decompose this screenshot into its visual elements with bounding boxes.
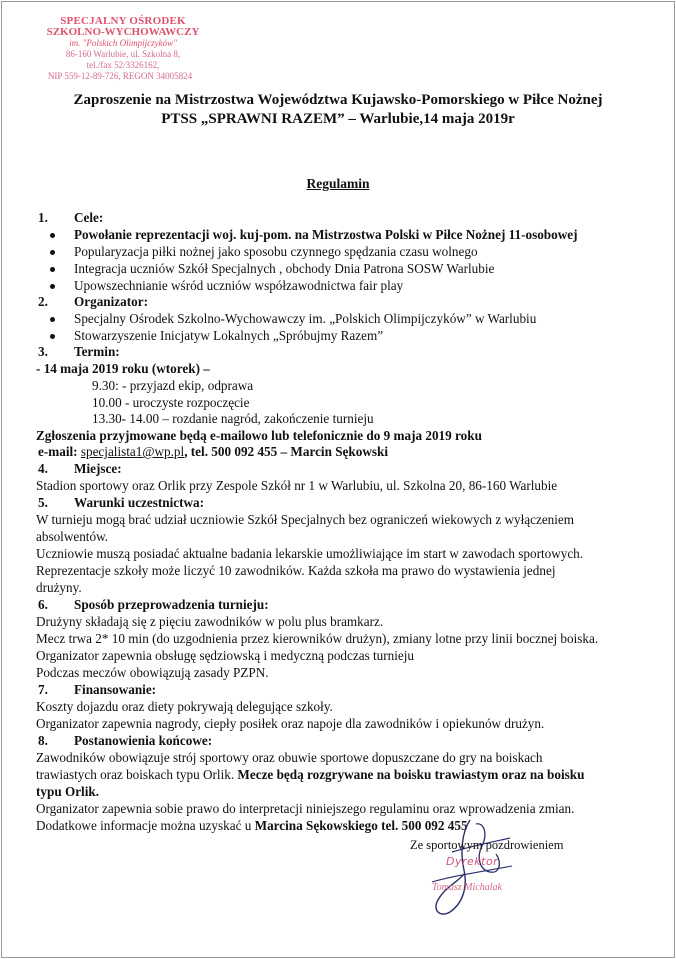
paragraph-line: Organizator zapewnia nagrody, ciepły posiłek oraz napoje dla zawodników i opiekunów drużyn. bbox=[36, 716, 545, 731]
school-stamp bbox=[28, 16, 218, 82]
bullet-item: Upowszechnianie wśród uczniów współzawodnictwa fair play bbox=[74, 278, 404, 293]
schedule-item: 9.30: - przyjazd ekip, odprawa bbox=[92, 378, 254, 393]
stamp-line: 86-160 Warlubie, ul. Szkolna 8, bbox=[65, 49, 181, 59]
section-heading: Organizator: bbox=[74, 294, 148, 309]
bullet-icon bbox=[50, 250, 55, 255]
section-heading: Sposób przeprowadzenia turnieju: bbox=[74, 597, 269, 612]
signature-greeting: Ze sportowym pozdrowieniem bbox=[410, 838, 564, 852]
bullet-icon bbox=[50, 267, 55, 272]
section-number: 7. bbox=[38, 682, 48, 697]
paragraph-line: typu Orlik. bbox=[36, 784, 100, 799]
section-heading: Finansowanie: bbox=[74, 682, 157, 697]
paragraph-line: drużyny. bbox=[36, 580, 82, 595]
bullet-item: Powołanie reprezentacji woj. kuj-pom. na Mistrzostwa Polski w Piłce Nożnej 11-osobowej bbox=[74, 227, 578, 242]
bullet-icon bbox=[50, 233, 55, 238]
paragraph-line: Organizator zapewnia sobie prawo do interpretacji niniejszego regulaminu oraz wprowadzenia zmian. bbox=[36, 801, 575, 816]
bullet-icon bbox=[50, 284, 55, 289]
stamp-line: tel./fax 52/3326162, bbox=[86, 60, 160, 70]
contact-phone: , tel. 500 092 455 – Marcin Sękowski bbox=[184, 444, 388, 459]
schedule-item: 10.00 - uroczyste rozpoczęcie bbox=[92, 395, 250, 410]
schedule-item: 13.30- 14.00 – rozdanie nagród, zakończenie turnieju bbox=[92, 411, 374, 426]
stamp-line: im. "Polskich Olimpijczyków" bbox=[69, 38, 177, 48]
contact-bold: Marcina Sękowskiego tel. 500 092 455 bbox=[254, 818, 468, 833]
bullet-item: Stowarzyszenie Inicjatyw Lokalnych „Spróbujmy Razem” bbox=[74, 328, 384, 343]
paragraph-line bbox=[36, 767, 584, 783]
section-heading: Termin: bbox=[74, 344, 120, 359]
registration-info: Zgłoszenia przyjmowane będą e-mailowo lub telefonicznie do 9 maja 2019 roku bbox=[36, 428, 482, 443]
bullet-icon bbox=[50, 317, 55, 322]
text-normal: trawiastych oraz boiskach typu Orlik. bbox=[36, 767, 238, 782]
email-label: e-mail: bbox=[38, 444, 81, 459]
paragraph-line: Koszty dojazdu oraz diety pokrywają delegujące szkoły. bbox=[36, 699, 333, 714]
bullet-item: Specjalny Ośrodek Szkolno-Wychowawczy im. „Polskich Olimpijczyków” w Warlubiu bbox=[74, 311, 537, 326]
section-number: 3. bbox=[38, 344, 48, 359]
paragraph-line: absolwentów. bbox=[36, 529, 109, 544]
paragraph-line: Zawodników obowiązuje strój sportowy oraz obuwie sportowe dopuszczane do gry na boiskach bbox=[36, 750, 543, 765]
event-date: - 14 maja 2019 roku (wtorek) – bbox=[36, 361, 210, 376]
regulamin-heading: Regulamin bbox=[306, 176, 370, 191]
email-link[interactable]: specjalista1@wp.pl bbox=[80, 444, 185, 459]
section-number: 8. bbox=[38, 733, 48, 748]
section-number: 5. bbox=[38, 495, 48, 510]
section-number: 4. bbox=[38, 461, 48, 476]
paragraph-line: W turnieju mogą brać udział uczniowie Szkół Specjalnych bez ograniczeń wiekowych z wyłączeniem bbox=[36, 512, 575, 527]
paragraph-line: Reprezentacje szkoły może liczyć 10 zawodników. Każda szkoła ma prawo do wystawienia jednej bbox=[36, 563, 556, 578]
text-bold: Mecze będą rozgrywane na boisku trawiastym oraz na boisku bbox=[237, 767, 585, 782]
text-normal: Dodatkowe informacje można uzyskać u bbox=[36, 818, 255, 833]
section-number: 6. bbox=[38, 597, 48, 612]
paragraph-line: Uczniowie muszą posiadać aktualne badania lekarskie umożliwiające im start w zawodach sportowych. bbox=[36, 546, 584, 561]
section-heading: Warunki uczestnictwa: bbox=[74, 495, 205, 510]
document-subtitle: PTSS „SPRAWNI RAZEM” – Warlubie,14 maja 2019r bbox=[161, 111, 515, 127]
section-heading: Cele: bbox=[74, 210, 104, 225]
signature-stamp-name: Tomasz Michalak bbox=[432, 882, 502, 893]
paragraph-line: Organizator zapewnia obsługę sędziowską i medyczną podczas turnieju bbox=[36, 648, 415, 663]
section-number: 1. bbox=[38, 210, 48, 225]
paragraph-line: Podczas meczów obowiązują zasady PZPN. bbox=[36, 665, 269, 680]
venue-text: Stadion sportowy oraz Orlik przy Zespole Szkół nr 1 w Warlubiu, ul. Szkolna 20, 86-160 Warlubie bbox=[36, 478, 558, 493]
section-heading: Miejsce: bbox=[74, 461, 122, 476]
bullet-icon bbox=[50, 334, 55, 339]
stamp-line: NIP 559-12-89-726, REGON 34005824 bbox=[47, 71, 193, 81]
paragraph-line: Mecz trwa 2* 10 min (do uzgodnienia przez kierowników drużyn), zmiany lotne przy linii bocznej boiska. bbox=[36, 631, 599, 646]
document-title: Zaproszenie na Mistrzostwa Województwa Kujawsko-Pomorskiego w Piłce Nożnej bbox=[73, 92, 603, 108]
stamp-line: SPECJALNY OŚRODEK bbox=[60, 15, 186, 27]
bullet-item: Popularyzacja piłki nożnej jako sposobu czynnego spędzania czasu wolnego bbox=[74, 244, 478, 259]
paragraph-line: Drużyny składają się z pięciu zawodników w polu plus bramkarz. bbox=[36, 614, 384, 629]
signature-stamp-title: Dyrektor bbox=[446, 855, 499, 868]
section-number: 2. bbox=[38, 294, 48, 309]
stamp-line: SZKOLNO-WYCHOWAWCZY bbox=[46, 26, 200, 38]
contact-line bbox=[38, 444, 388, 460]
bullet-item: Integracja uczniów Szkół Specjalnych , obchody Dnia Patrona SOSW Warlubie bbox=[74, 261, 495, 276]
section-heading: Postanowienia końcowe: bbox=[74, 733, 213, 748]
